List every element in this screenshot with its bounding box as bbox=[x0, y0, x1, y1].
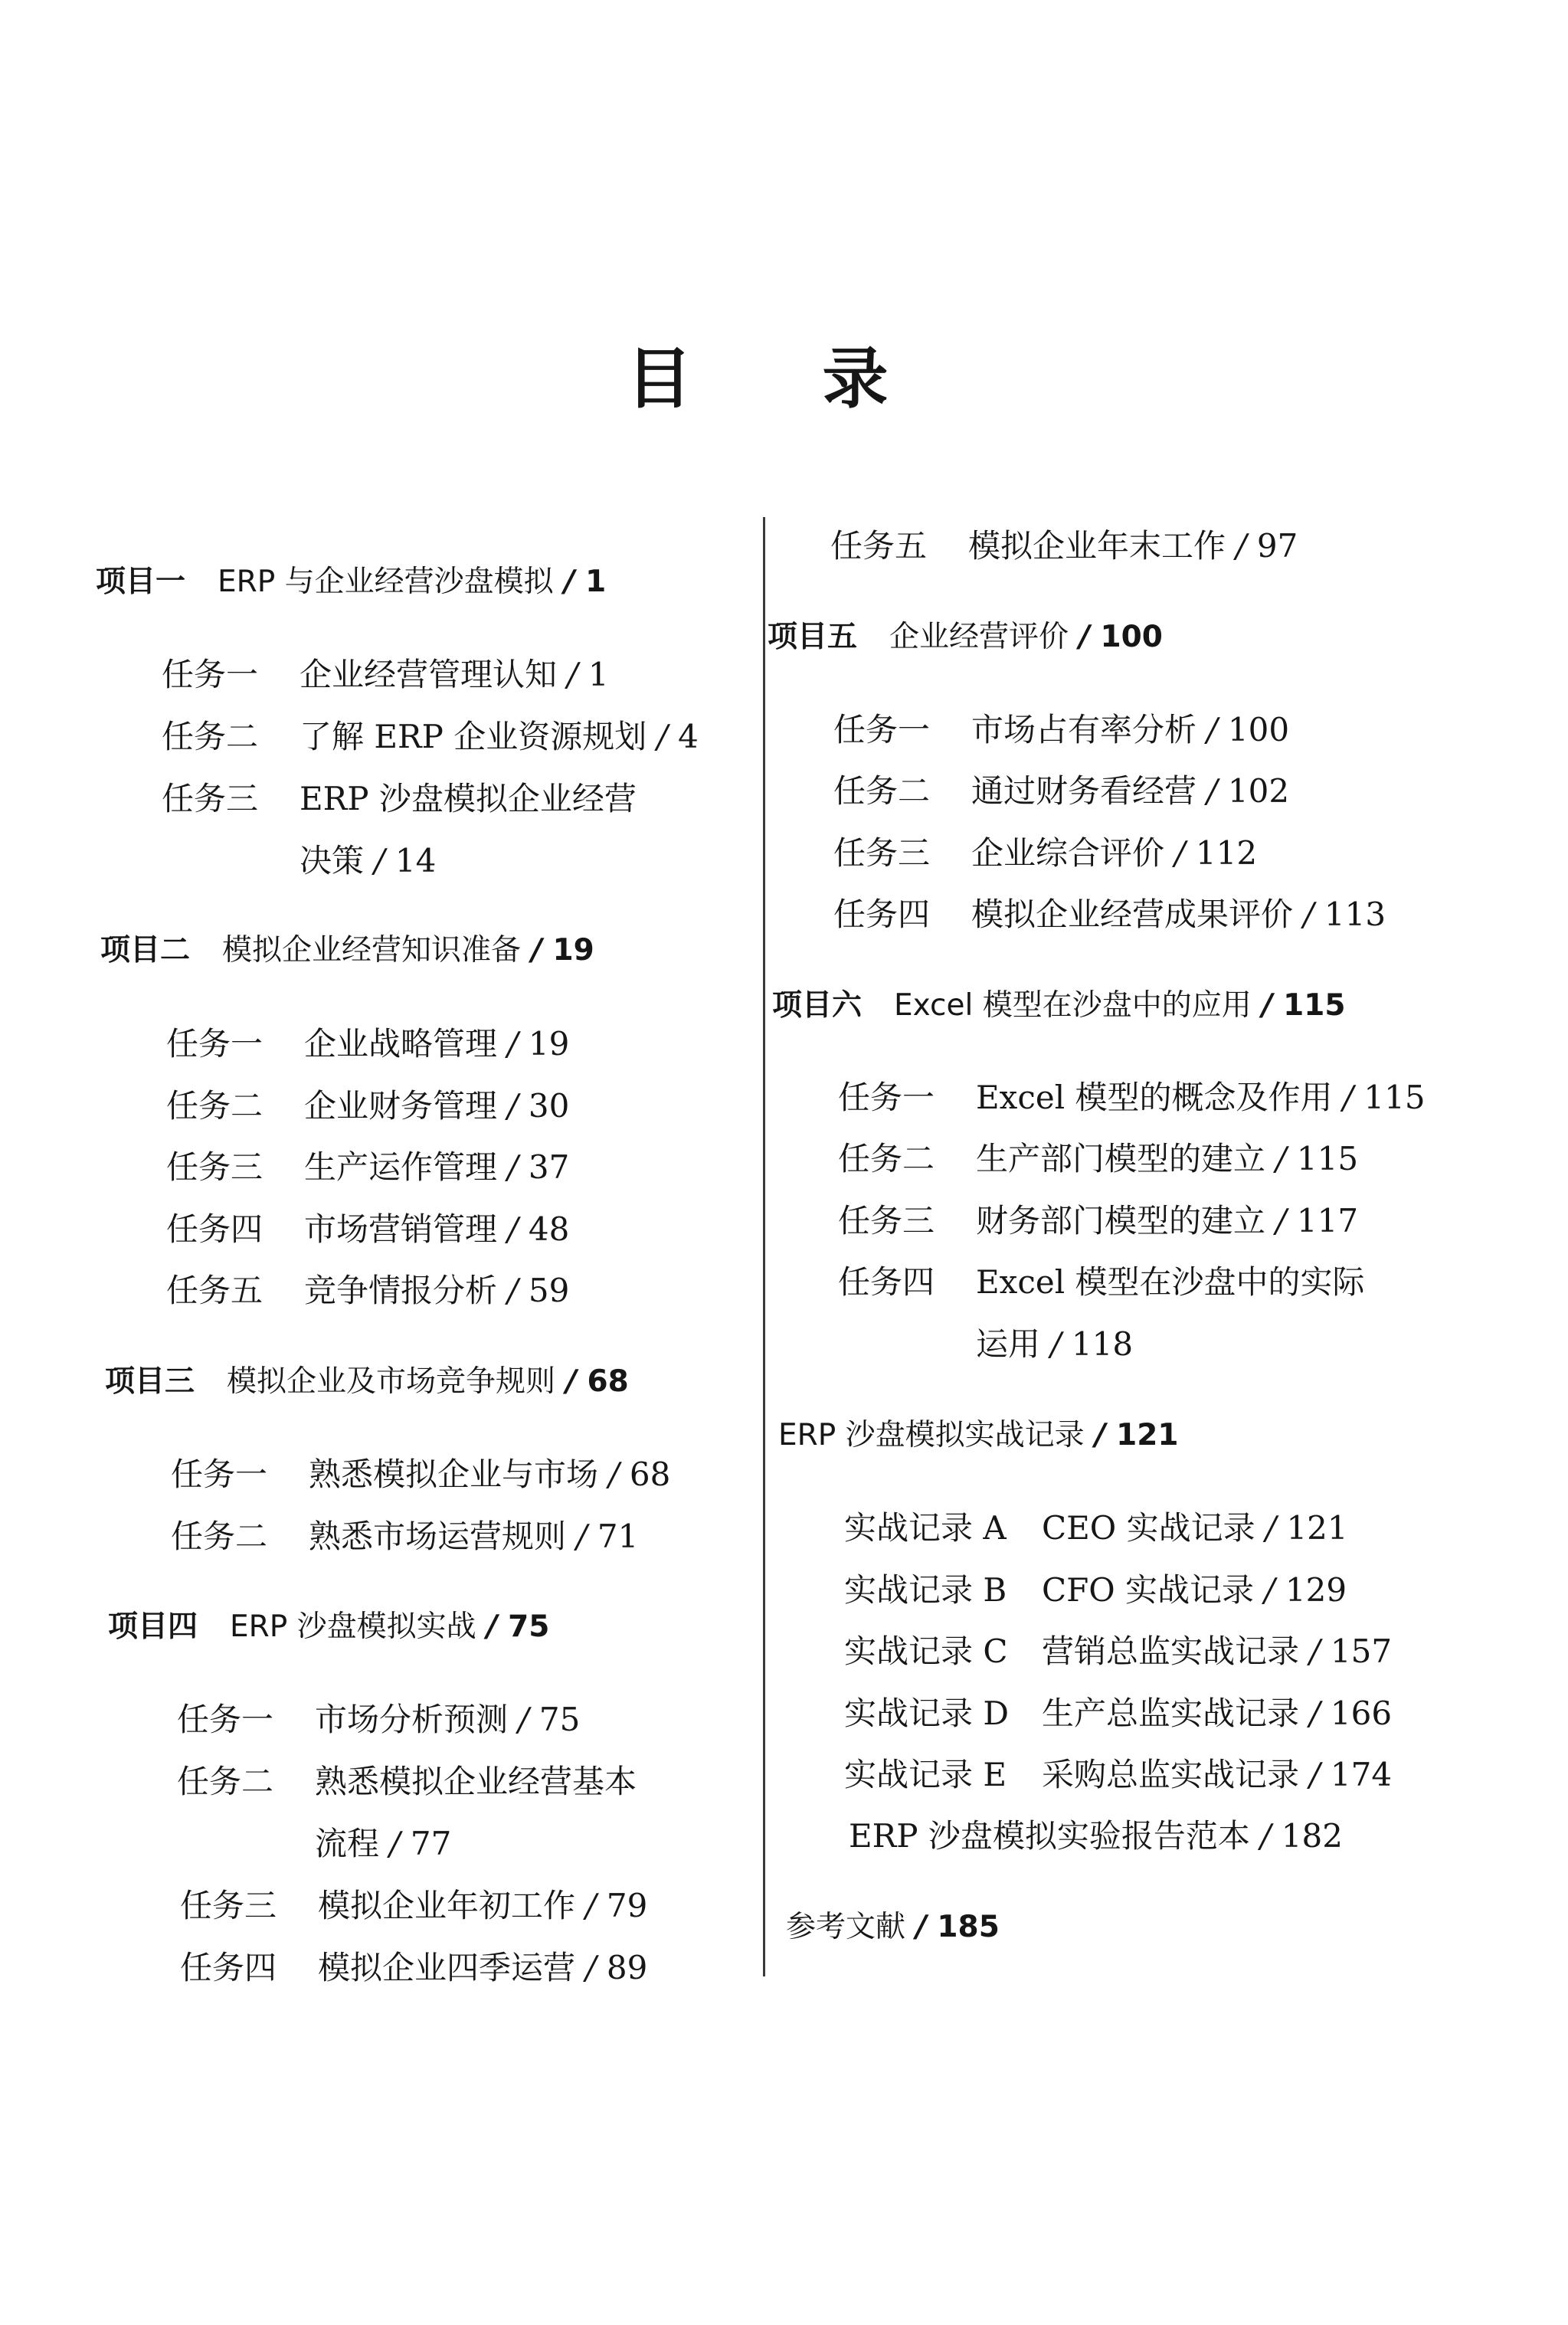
page-number: 115 bbox=[1363, 1079, 1426, 1116]
page-number: 157 bbox=[1330, 1632, 1393, 1670]
page-number: 182 bbox=[1281, 1817, 1343, 1855]
page-separator: / bbox=[598, 1456, 630, 1493]
task-title: 熟悉模拟企业经营基本 bbox=[315, 1763, 637, 1800]
toc-project-entry[interactable] bbox=[772, 981, 1346, 1024]
task-label: 任务二 bbox=[838, 1140, 935, 1177]
page-separator: / bbox=[1196, 711, 1228, 748]
page-separator: / bbox=[1265, 1140, 1297, 1177]
project-title: 企业经营评价 bbox=[889, 620, 1069, 654]
page-number: 166 bbox=[1330, 1695, 1393, 1732]
task-label: 任务三 bbox=[180, 1887, 277, 1924]
page-number: 4 bbox=[678, 718, 699, 755]
record-label: 实战记录 B bbox=[844, 1571, 1007, 1609]
page-number: 174 bbox=[1330, 1756, 1393, 1793]
toc-task-entry[interactable] bbox=[166, 1266, 569, 1311]
project-title: 模拟企业及市场竞争规则 bbox=[227, 1364, 556, 1399]
page-number: 37 bbox=[528, 1148, 570, 1186]
column-divider bbox=[763, 517, 765, 1976]
page-number: 79 bbox=[606, 1887, 648, 1924]
record-title: CFO 实战记录 bbox=[1042, 1571, 1255, 1609]
page-number: 89 bbox=[606, 1949, 648, 1986]
record-title: 生产总监实战记录 bbox=[1042, 1695, 1300, 1732]
record-label: 实战记录 E bbox=[844, 1756, 1007, 1793]
toc-task-entry[interactable] bbox=[838, 1257, 1365, 1303]
toc-project-entry[interactable] bbox=[96, 558, 606, 601]
page-number: 59 bbox=[528, 1272, 570, 1309]
toc-task-entry[interactable] bbox=[833, 766, 1289, 812]
task-title: 模拟企业四季运营 bbox=[318, 1949, 576, 1986]
toc-task-continuation[interactable] bbox=[162, 836, 436, 882]
record-title: 营销总监实战记录 bbox=[1042, 1632, 1300, 1670]
task-label: 任务五 bbox=[830, 527, 928, 565]
page-separator: / bbox=[1299, 1695, 1331, 1732]
section-title: 参考文献 bbox=[786, 1910, 906, 1944]
task-label: 任务四 bbox=[833, 896, 931, 933]
page-separator: / bbox=[497, 1025, 529, 1063]
page-separator: / bbox=[1069, 620, 1101, 654]
task-title: 市场分析预测 bbox=[315, 1701, 509, 1738]
project-title: ERP 沙盘模拟实战 bbox=[230, 1609, 476, 1644]
toc-task-entry[interactable] bbox=[838, 1072, 1426, 1118]
task-label: 任务二 bbox=[177, 1763, 274, 1800]
page-number: 1 bbox=[588, 656, 609, 693]
task-label: 任务一 bbox=[838, 1079, 935, 1116]
toc-record-entry[interactable] bbox=[844, 1750, 1392, 1796]
task-title: 企业经营管理认知 bbox=[300, 656, 558, 693]
task-label: 任务四 bbox=[166, 1210, 264, 1248]
toc-task-entry[interactable] bbox=[838, 1196, 1358, 1242]
task-title: ERP 沙盘模拟企业经营 bbox=[300, 780, 637, 817]
page-separator: / bbox=[364, 842, 395, 879]
page-number: 100 bbox=[1227, 711, 1290, 748]
page-number: 115 bbox=[1296, 1140, 1359, 1177]
toc-task-entry[interactable] bbox=[162, 712, 699, 758]
task-label: 任务四 bbox=[838, 1263, 935, 1301]
project-label: 项目六 bbox=[772, 988, 863, 1023]
task-label: 任务二 bbox=[166, 1087, 264, 1125]
page-separator: / bbox=[1249, 1817, 1282, 1855]
toc-task-entry[interactable] bbox=[833, 705, 1289, 751]
toc-project-entry[interactable] bbox=[768, 613, 1163, 656]
project-label: 项目一 bbox=[96, 565, 186, 599]
page-number: 19 bbox=[528, 1025, 570, 1063]
page-separator: / bbox=[1299, 1632, 1331, 1670]
toc-task-entry[interactable] bbox=[171, 1449, 670, 1495]
page-number: 97 bbox=[1256, 527, 1298, 565]
page-separator: / bbox=[476, 1609, 509, 1644]
task-label: 任务一 bbox=[833, 711, 931, 748]
task-title-continued: 运用 bbox=[976, 1325, 1041, 1363]
toc-project-entry[interactable] bbox=[108, 1603, 549, 1646]
task-title: 熟悉模拟企业与市场 bbox=[309, 1456, 599, 1493]
record-label: 实战记录 D bbox=[844, 1695, 1010, 1732]
task-title: 市场营销管理 bbox=[304, 1210, 498, 1248]
toc-task-continuation[interactable] bbox=[177, 1819, 451, 1865]
task-title-continued: 流程 bbox=[315, 1825, 380, 1862]
toc-task-entry[interactable] bbox=[180, 1881, 647, 1927]
toc-project-entry[interactable] bbox=[105, 1357, 629, 1400]
page-separator: / bbox=[497, 1272, 529, 1309]
task-title: 生产部门模型的建立 bbox=[976, 1140, 1266, 1177]
task-title: 熟悉市场运营规则 bbox=[309, 1518, 567, 1555]
page-number: 112 bbox=[1195, 834, 1258, 872]
page-separator: / bbox=[1164, 834, 1196, 872]
page-separator: / bbox=[1332, 1079, 1364, 1116]
page-number: 100 bbox=[1100, 620, 1163, 654]
page-number: 68 bbox=[629, 1456, 671, 1493]
toc-task-entry[interactable] bbox=[162, 650, 609, 696]
project-label: 项目五 bbox=[768, 620, 858, 654]
page-number: 19 bbox=[552, 933, 594, 968]
task-label: 任务三 bbox=[833, 834, 931, 872]
record-title: CEO 实战记录 bbox=[1042, 1509, 1255, 1547]
section-title: ERP 沙盘模拟实战记录 bbox=[778, 1418, 1085, 1452]
page-separator: / bbox=[553, 565, 586, 599]
page-number: 185 bbox=[937, 1910, 1000, 1944]
page-number: 115 bbox=[1283, 988, 1346, 1023]
task-label: 任务三 bbox=[162, 780, 259, 817]
toc-record-entry[interactable] bbox=[849, 1811, 1343, 1857]
toc-section-entry[interactable] bbox=[786, 1903, 1000, 1946]
page-separator: / bbox=[575, 1949, 607, 1986]
task-title: Excel 模型在沙盘中的实际 bbox=[976, 1263, 1365, 1301]
page-separator: / bbox=[508, 1701, 539, 1738]
toc-task-entry[interactable] bbox=[833, 889, 1386, 935]
project-label: 项目二 bbox=[100, 933, 191, 968]
page-separator: / bbox=[1299, 1756, 1331, 1793]
page-separator: / bbox=[497, 1148, 529, 1186]
page-separator: / bbox=[1293, 896, 1324, 933]
page-number: 117 bbox=[1296, 1202, 1359, 1239]
page-number: 14 bbox=[394, 842, 437, 879]
project-title: Excel 模型在沙盘中的应用 bbox=[894, 988, 1252, 1023]
task-label: 任务二 bbox=[833, 772, 931, 810]
page-number: 113 bbox=[1324, 896, 1386, 933]
toc-record-entry[interactable] bbox=[844, 1565, 1347, 1611]
page-number: 68 bbox=[587, 1364, 629, 1399]
toc-task-entry[interactable] bbox=[166, 1204, 569, 1250]
page-separator: / bbox=[557, 656, 588, 693]
toc-task-entry[interactable] bbox=[177, 1757, 637, 1803]
toc-task-entry[interactable] bbox=[166, 1081, 569, 1127]
toc-task-entry[interactable] bbox=[177, 1695, 580, 1740]
task-title: 企业财务管理 bbox=[304, 1087, 498, 1125]
page-separator: / bbox=[555, 1364, 588, 1399]
toc-record-entry[interactable] bbox=[844, 1688, 1392, 1734]
page-number: 75 bbox=[538, 1701, 581, 1738]
toc-task-entry[interactable] bbox=[166, 1142, 569, 1188]
page-separator: / bbox=[647, 718, 679, 755]
task-title: 企业综合评价 bbox=[971, 834, 1165, 872]
task-title: 模拟企业经营成果评价 bbox=[971, 896, 1294, 933]
task-title: 了解 ERP 企业资源规划 bbox=[300, 718, 647, 755]
page-separator: / bbox=[1251, 988, 1284, 1023]
toc-task-continuation[interactable] bbox=[838, 1319, 1133, 1365]
page-separator: / bbox=[575, 1887, 607, 1924]
task-label: 任务五 bbox=[166, 1272, 264, 1309]
toc-task-entry[interactable] bbox=[171, 1511, 638, 1557]
task-title-continued: 决策 bbox=[300, 842, 365, 879]
task-title: 通过财务看经营 bbox=[971, 772, 1197, 810]
project-label: 项目四 bbox=[108, 1609, 198, 1644]
task-title: 模拟企业年末工作 bbox=[968, 527, 1226, 565]
page-number: 121 bbox=[1116, 1418, 1179, 1452]
page-number: 75 bbox=[508, 1609, 550, 1644]
record-label: 实战记录 C bbox=[844, 1632, 1008, 1670]
page-separator: / bbox=[1226, 527, 1257, 565]
toc-task-entry[interactable] bbox=[180, 1943, 647, 1989]
page-number: 1 bbox=[585, 565, 607, 599]
page-number: 102 bbox=[1227, 772, 1290, 810]
task-title: 竞争情报分析 bbox=[304, 1272, 498, 1309]
toc-task-entry[interactable] bbox=[166, 1019, 569, 1065]
task-title: 财务部门模型的建立 bbox=[976, 1202, 1266, 1239]
page-separator: / bbox=[566, 1518, 597, 1555]
task-label: 任务一 bbox=[177, 1701, 274, 1738]
page-separator: / bbox=[379, 1825, 411, 1862]
project-label: 项目三 bbox=[105, 1364, 195, 1399]
page-number: 48 bbox=[528, 1210, 570, 1248]
toc-task-entry[interactable] bbox=[838, 1134, 1358, 1180]
task-label: 任务一 bbox=[162, 656, 259, 693]
toc-task-entry[interactable] bbox=[162, 774, 637, 820]
task-label: 任务一 bbox=[166, 1025, 264, 1063]
page-number: 77 bbox=[410, 1825, 452, 1862]
task-title: 市场占有率分析 bbox=[971, 711, 1197, 748]
page-separator: / bbox=[497, 1087, 529, 1125]
task-label: 任务三 bbox=[838, 1202, 935, 1239]
page-separator: / bbox=[1265, 1202, 1297, 1239]
task-title: 企业战略管理 bbox=[304, 1025, 498, 1063]
task-title: 生产运作管理 bbox=[304, 1148, 498, 1186]
record-title: ERP 沙盘模拟实验报告范本 bbox=[849, 1817, 1250, 1855]
page-title: 目 录 bbox=[626, 341, 942, 418]
toc-task-entry[interactable] bbox=[830, 521, 1298, 567]
page-number: 118 bbox=[1071, 1325, 1134, 1363]
page-separator: / bbox=[905, 1910, 938, 1944]
toc-task-entry[interactable] bbox=[833, 828, 1257, 874]
page-separator: / bbox=[1255, 1509, 1287, 1547]
project-title: 模拟企业经营知识准备 bbox=[222, 933, 522, 968]
toc-record-entry[interactable] bbox=[844, 1503, 1348, 1549]
toc-section-entry[interactable] bbox=[778, 1411, 1178, 1454]
task-title: Excel 模型的概念及作用 bbox=[976, 1079, 1333, 1116]
task-label: 任务四 bbox=[180, 1949, 277, 1986]
page-number: 121 bbox=[1286, 1509, 1348, 1547]
record-title: 采购总监实战记录 bbox=[1042, 1756, 1300, 1793]
toc-project-entry[interactable] bbox=[100, 926, 594, 969]
task-label: 任务二 bbox=[162, 718, 259, 755]
task-title: 模拟企业年初工作 bbox=[318, 1887, 576, 1924]
page-separator: / bbox=[1254, 1571, 1285, 1609]
task-label: 任务一 bbox=[171, 1456, 268, 1493]
page-number: 129 bbox=[1285, 1571, 1347, 1609]
task-label: 任务三 bbox=[166, 1148, 264, 1186]
toc-record-entry[interactable] bbox=[844, 1626, 1392, 1672]
page-number: 30 bbox=[528, 1087, 570, 1125]
page-separator: / bbox=[1040, 1325, 1072, 1363]
page-separator: / bbox=[521, 933, 553, 968]
page-separator: / bbox=[1084, 1418, 1117, 1452]
page-separator: / bbox=[1196, 772, 1228, 810]
project-title: ERP 与企业经营沙盘模拟 bbox=[218, 565, 554, 599]
task-label: 任务二 bbox=[171, 1518, 268, 1555]
page-separator: / bbox=[497, 1210, 529, 1248]
page-number: 71 bbox=[597, 1518, 639, 1555]
record-label: 实战记录 A bbox=[844, 1509, 1007, 1547]
